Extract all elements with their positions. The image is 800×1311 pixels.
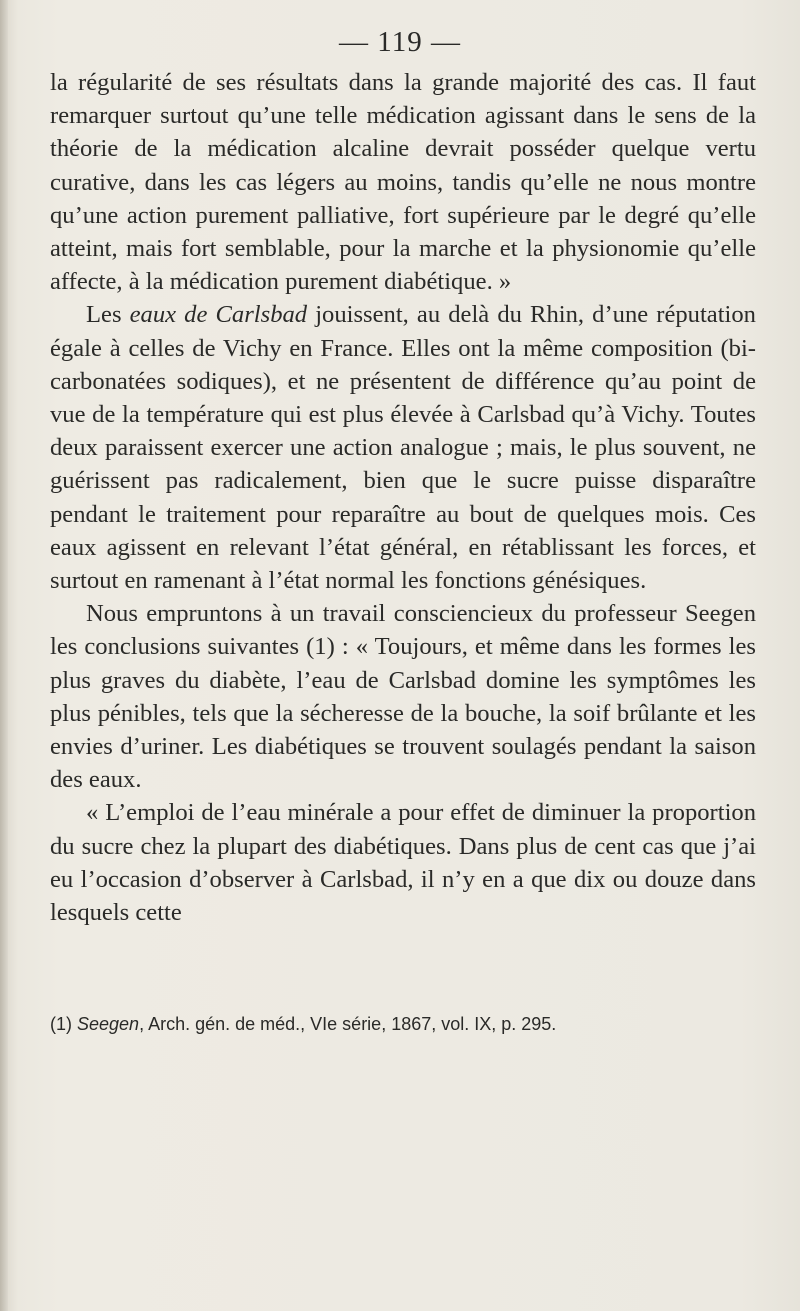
body-text bbox=[50, 66, 756, 929]
paragraph-2 bbox=[50, 298, 756, 597]
footnote bbox=[50, 1012, 756, 1036]
page-gutter bbox=[0, 0, 8, 1311]
footnote-marker: (1) bbox=[50, 1014, 77, 1034]
paragraph-1: la régularité de ses résultats dans la grande majorité des cas. Il faut remarquer surtout qu’une telle médication agissant dans le sens de la théorie de la médication alcaline devrait posséder quelque vertu curative, dans les cas légers au moins, tandis qu’elle ne nous montre qu’une action purement palliative, fort supérieure par le degré qu’elle atteint, mais fort semblable, pour la marche et la physionomie qu’elle affecte, à la médication purement diabétique. » bbox=[50, 69, 756, 296]
carlsbad-italic-term: eaux de Carlsbad bbox=[129, 301, 308, 329]
page-number-header: — 119 — bbox=[339, 26, 461, 58]
paragraph-2-body: jouissent, au delà du Rhin, d’une réputation égale à celles de Vichy en France. Elles ont la même composition (bi-carbonatées sodiques), et ne présentent de différence qu’au point de vue de la température qui est plus élevée à Carlsbad qu’à Vichy. Toutes deux paraissent exercer une action analogue ; mais, le plus souvent, ne guérissent pas radicalement, bien que le sucre puisse disparaître pendant le traitement pour reparaître au bout de quelques mois. Ces eaux agissent en relevant l’état général, en rétablissant les forces, et surtout en ramenant à l’état normal les fonctions génésiques. bbox=[50, 301, 756, 595]
paragraph-2-lead: Les bbox=[86, 301, 130, 329]
paragraph-3: Nous empruntons à un travail consciencieux du professeur Seegen les conclusions suivantes (1) : « Toujours, et même dans les formes les plus graves du diabète, l’eau de Carlsbad domine les symptômes les plus pénibles, tels que la sécheresse de la bouche, la soif brûlante et les envies d’uriner. Les diabétiques se trouvent soulagés pendant la saison des eaux. bbox=[50, 600, 756, 794]
footnote-text: , Arch. gén. de méd., VIe série, 1867, vol. IX, p. 295. bbox=[139, 1014, 557, 1034]
paragraph-4: « L’emploi de l’eau minérale a pour effet de diminuer la proportion du sucre chez la plupart des diabétiques. Dans plus de cent cas que j’ai eu l’occasion d’observer à Carlsbad, il n’y en a que dix ou douze dans lesquels cette bbox=[50, 799, 756, 927]
footnote-author: Seegen bbox=[77, 1014, 140, 1034]
